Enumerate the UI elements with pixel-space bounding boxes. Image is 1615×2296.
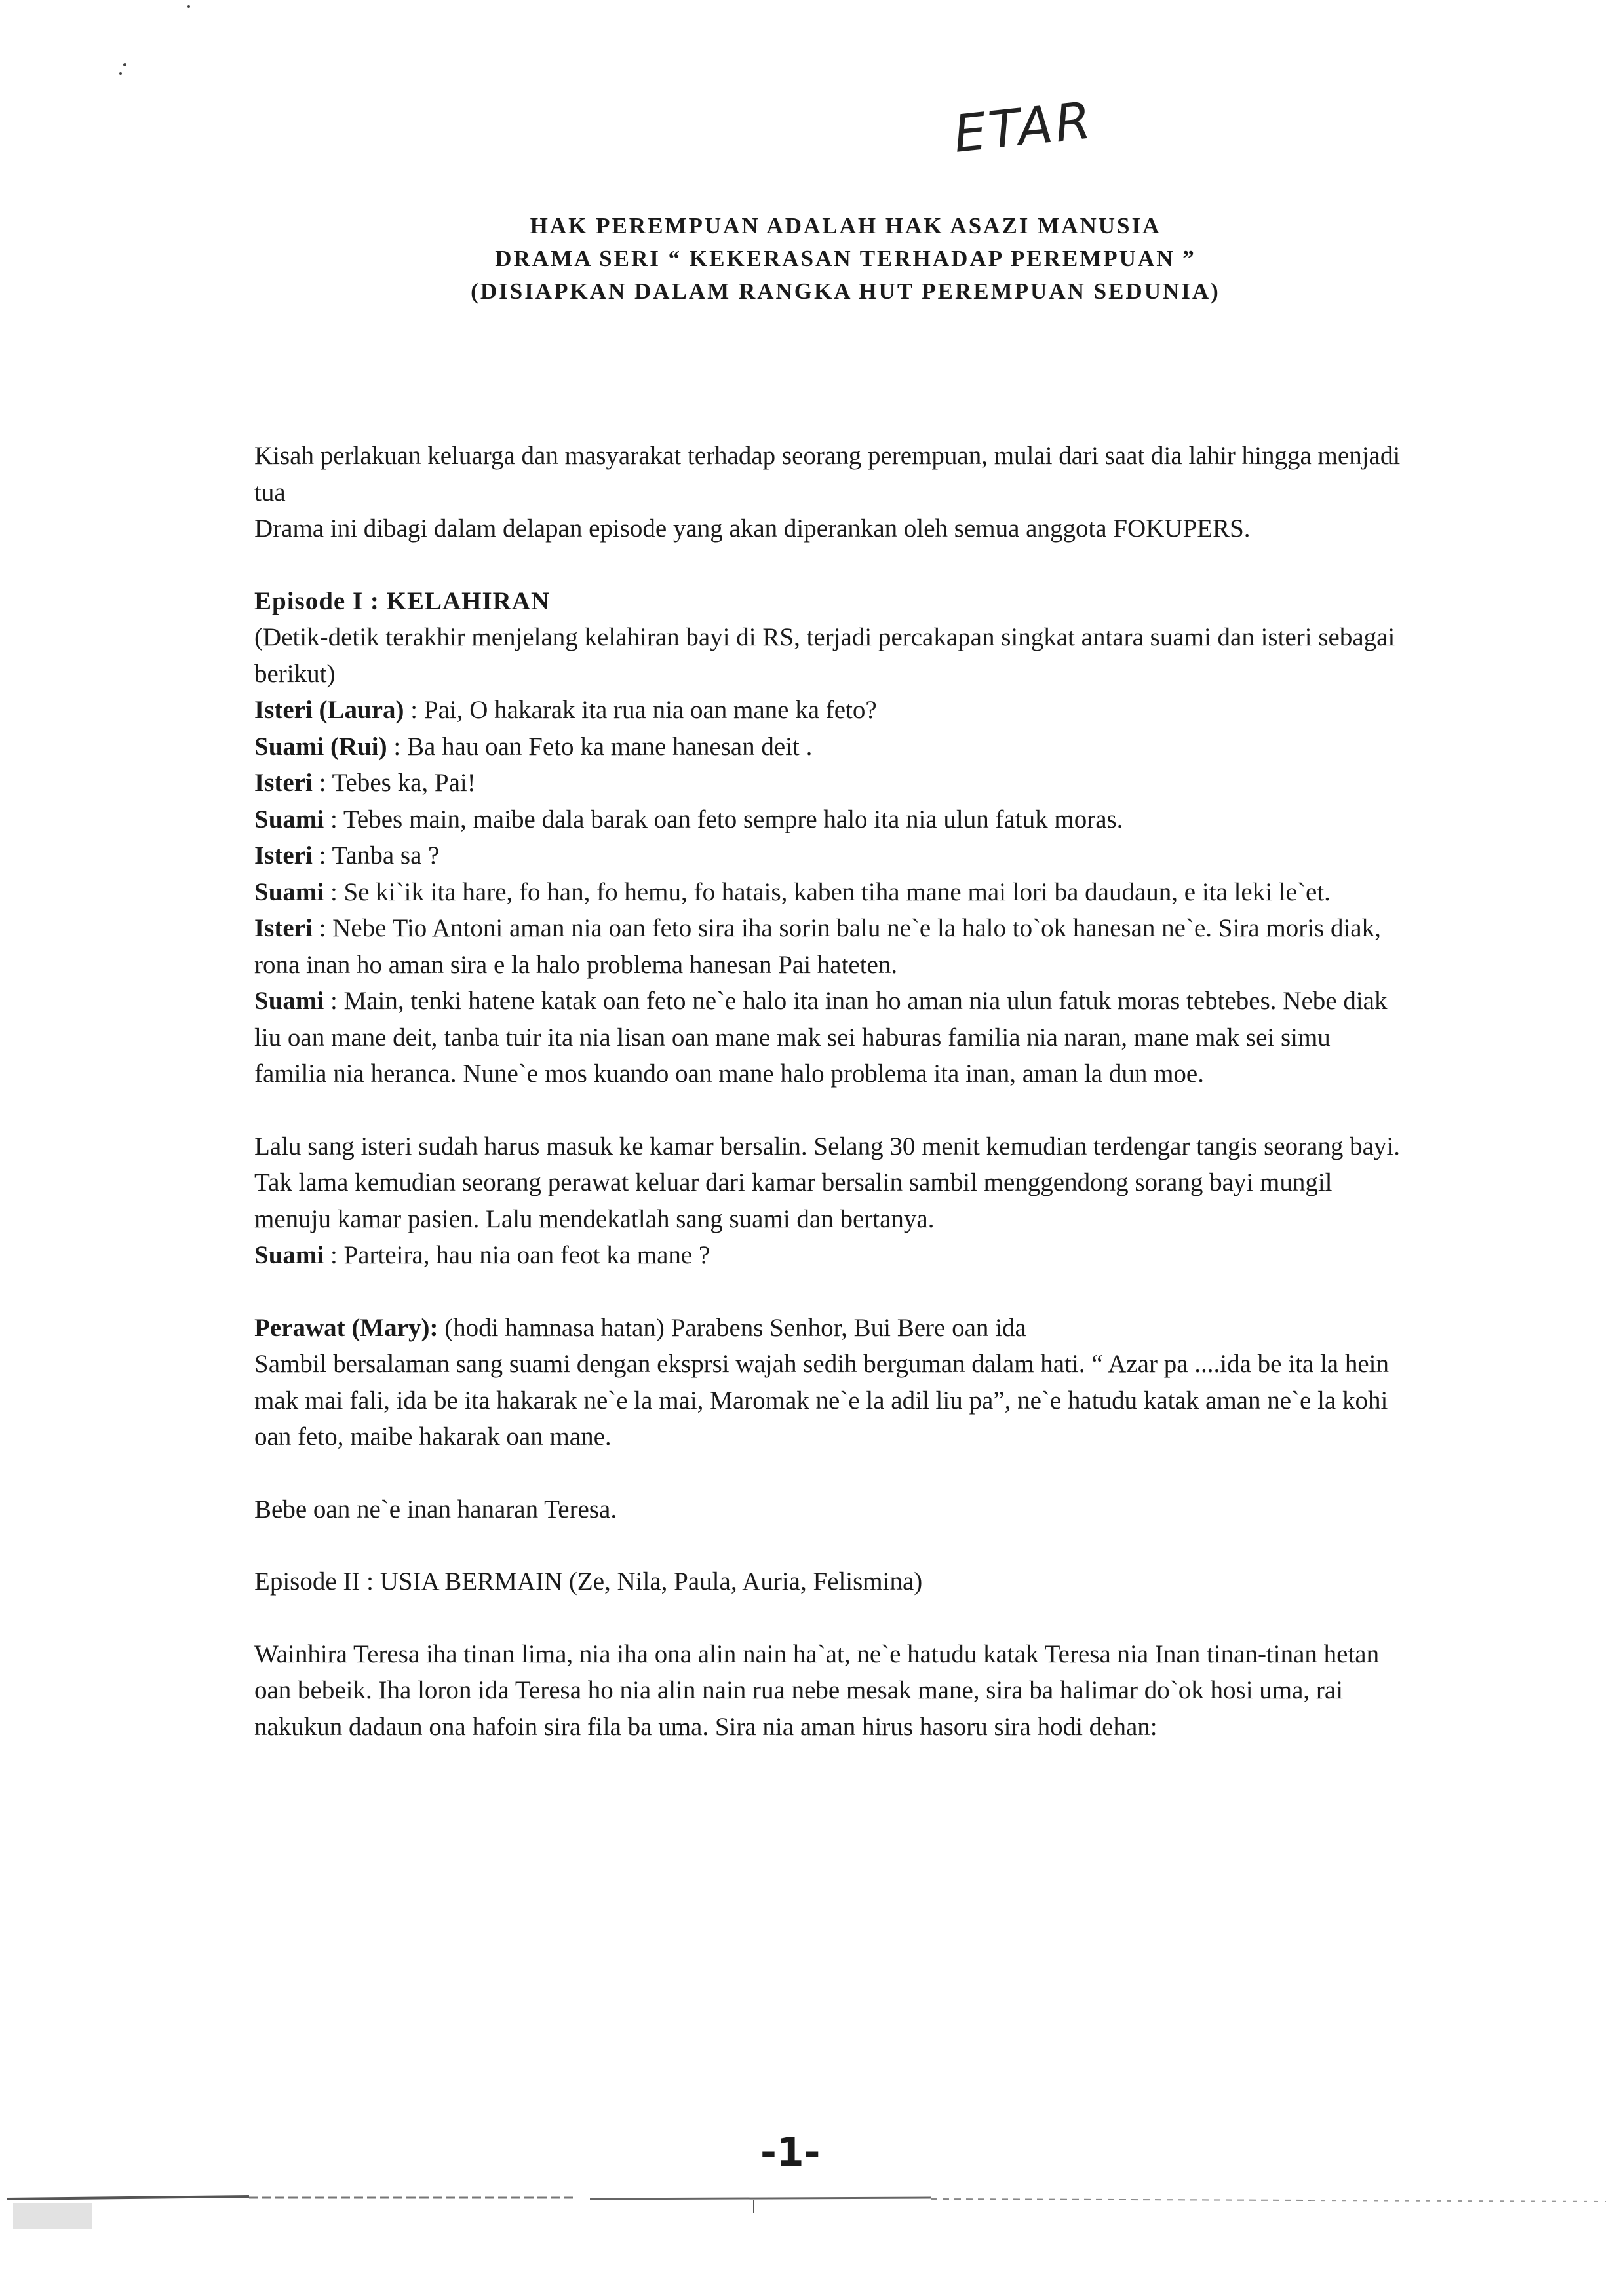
speaker-name: Suami (254, 877, 324, 906)
scan-speck (187, 5, 190, 8)
dialog-line (254, 1237, 1401, 1274)
episode-2-heading: Episode II : USIA BERMAIN (Ze, Nila, Paula, Auria, Felismina) (254, 1567, 923, 1596)
dialog-text: : Tebes main, maibe dala barak oan feto sempre halo ita nia ulun fatuk moras. (324, 805, 1123, 833)
dialog-text: : Main, tenki hatene katak oan feto ne`e halo ita inan ho aman nia ulun fatuk moras tebtebes. Nebe diak liu oan mane deit, tanba tuir ita nia lisan oan mane mak sei haburas familia nia naran, mane mak sei simu familia nia heranca. Nune`e mos kuando oan mane halo problema ita inan, aman la dun moe. (254, 987, 1388, 1088)
episode-2-paragraph: Wainhira Teresa iha tinan lima, nia iha ona alin nain ha`at, ne`e hatudu katak Teresa nia Inan tinan-tinan hetan oan bebeik. Iha loron ida Teresa ho nia alin nain rua nebe mesak mane, sira ba halimar do`ok hosi uma, rai nakukun dadaun ona hafoin sira fila ba uma. Sira nia aman hirus hasoru sira hodi dehan: (254, 1639, 1380, 1741)
dialog-line (254, 983, 1401, 1092)
dialog-text: : Se ki`ik ita hare, fo han, fo hemu, fo hatais, kaben tiha mane mai lori ba daudaun, e ita leki le`et. (324, 877, 1331, 906)
closing-line: Bebe oan ne`e inan hanaran Teresa. (254, 1495, 617, 1523)
dialog-line (254, 692, 1401, 729)
narration-paragraph: Sambil bersalaman sang suami dengan eksprsi wajah sedih berguman dalam hati. “ Azar pa ....ida be ita la hein mak mai fali, ida be ita hakarak ne`e la mai, Maromak ne`e la adil liu pa”, ne`e hatudu katak aman ne`e la kohi oan feto, maibe hakarak oan mane. (254, 1350, 1390, 1451)
dialog-text: : Parteira, hau nia oan feot ka mane ? (324, 1241, 710, 1269)
intro-paragraph-1: Kisah perlakuan keluarga dan masyarakat terhadap seorang perempuan, mulai dari saat dia lahir hingga menjadi tua (254, 442, 1401, 507)
scan-speck (123, 63, 126, 66)
dialog-line (254, 801, 1401, 838)
intro-paragraph-2: Drama ini dibagi dalam delapan episode yang akan diperankan oleh semua anggota FOKUPERS. (254, 514, 1251, 543)
document-body (254, 438, 1401, 1745)
speaker-name: Isteri (Laura) (254, 696, 404, 724)
dialog-line (254, 729, 1401, 765)
speaker-name: Isteri (254, 769, 313, 797)
dialog-text: : Ba hau oan Feto ka mane hanesan deit . (387, 732, 813, 761)
scan-edge-artifact (0, 2174, 1615, 2233)
speaker-name: Suami (254, 805, 324, 833)
scan-speck (119, 72, 122, 75)
dialog-line (254, 837, 1401, 874)
speaker-name: Isteri (254, 841, 313, 870)
dialog-line (254, 1310, 1401, 1347)
dialog-text: : Tanba sa ? (312, 841, 440, 870)
dialog-line (254, 874, 1401, 911)
title-line-3: (DISIAPKAN DALAM RANGKA HUT PEREMPUAN SEDUNIA) (471, 278, 1220, 304)
handwritten-mark: ETAR (950, 91, 1097, 164)
dialog-text: (hodi hamnasa hatan) Parabens Senhor, Bui Bere oan ida (438, 1313, 1026, 1342)
speaker-name: Suami (Rui) (254, 732, 387, 761)
speaker-name: Suami (254, 987, 324, 1015)
dialog-text: : Pai, O hakarak ita rua nia oan mane ka feto? (404, 696, 877, 724)
title-line-1: HAK PEREMPUAN ADALAH HAK ASAZI MANUSIA (530, 213, 1161, 239)
page-number: -1- (760, 2130, 821, 2175)
speaker-name: Suami (254, 1241, 324, 1269)
narration-paragraph: Lalu sang isteri sudah harus masuk ke kamar bersalin. Selang 30 menit kemudian terdengar tangis seorang bayi. Tak lama kemudian seorang perawat keluar dari kamar bersalin sambil menggendong sorang bayi mungil menuju kamar pasien. Lalu mendekatlah sang suami dan bertanya. (254, 1132, 1401, 1233)
speaker-name: Isteri (254, 914, 313, 942)
episode-1-heading: Episode I : KELAHIRAN (254, 586, 551, 615)
dialog-line (254, 910, 1401, 983)
dialog-line (254, 765, 1401, 801)
dialog-text: : Tebes ka, Pai! (312, 769, 476, 797)
title-line-2: DRAMA SERI “ KEKERASAN TERHADAP PEREMPUAN ” (495, 246, 1196, 271)
document-title (367, 210, 1324, 308)
speaker-name: Perawat (Mary): (254, 1313, 438, 1342)
dialog-text: : Nebe Tio Antoni aman nia oan feto sira iha sorin balu ne`e la halo to`ok hanesan ne`e. Sira moris diak, rona inan ho aman sira e la halo problema hanesan Pai hateten. (254, 914, 1381, 979)
episode-1-setting: (Detik-detik terakhir menjelang kelahiran bayi di RS, terjadi percakapan singkat antara suami dan isteri sebagai berikut) (254, 623, 1395, 688)
